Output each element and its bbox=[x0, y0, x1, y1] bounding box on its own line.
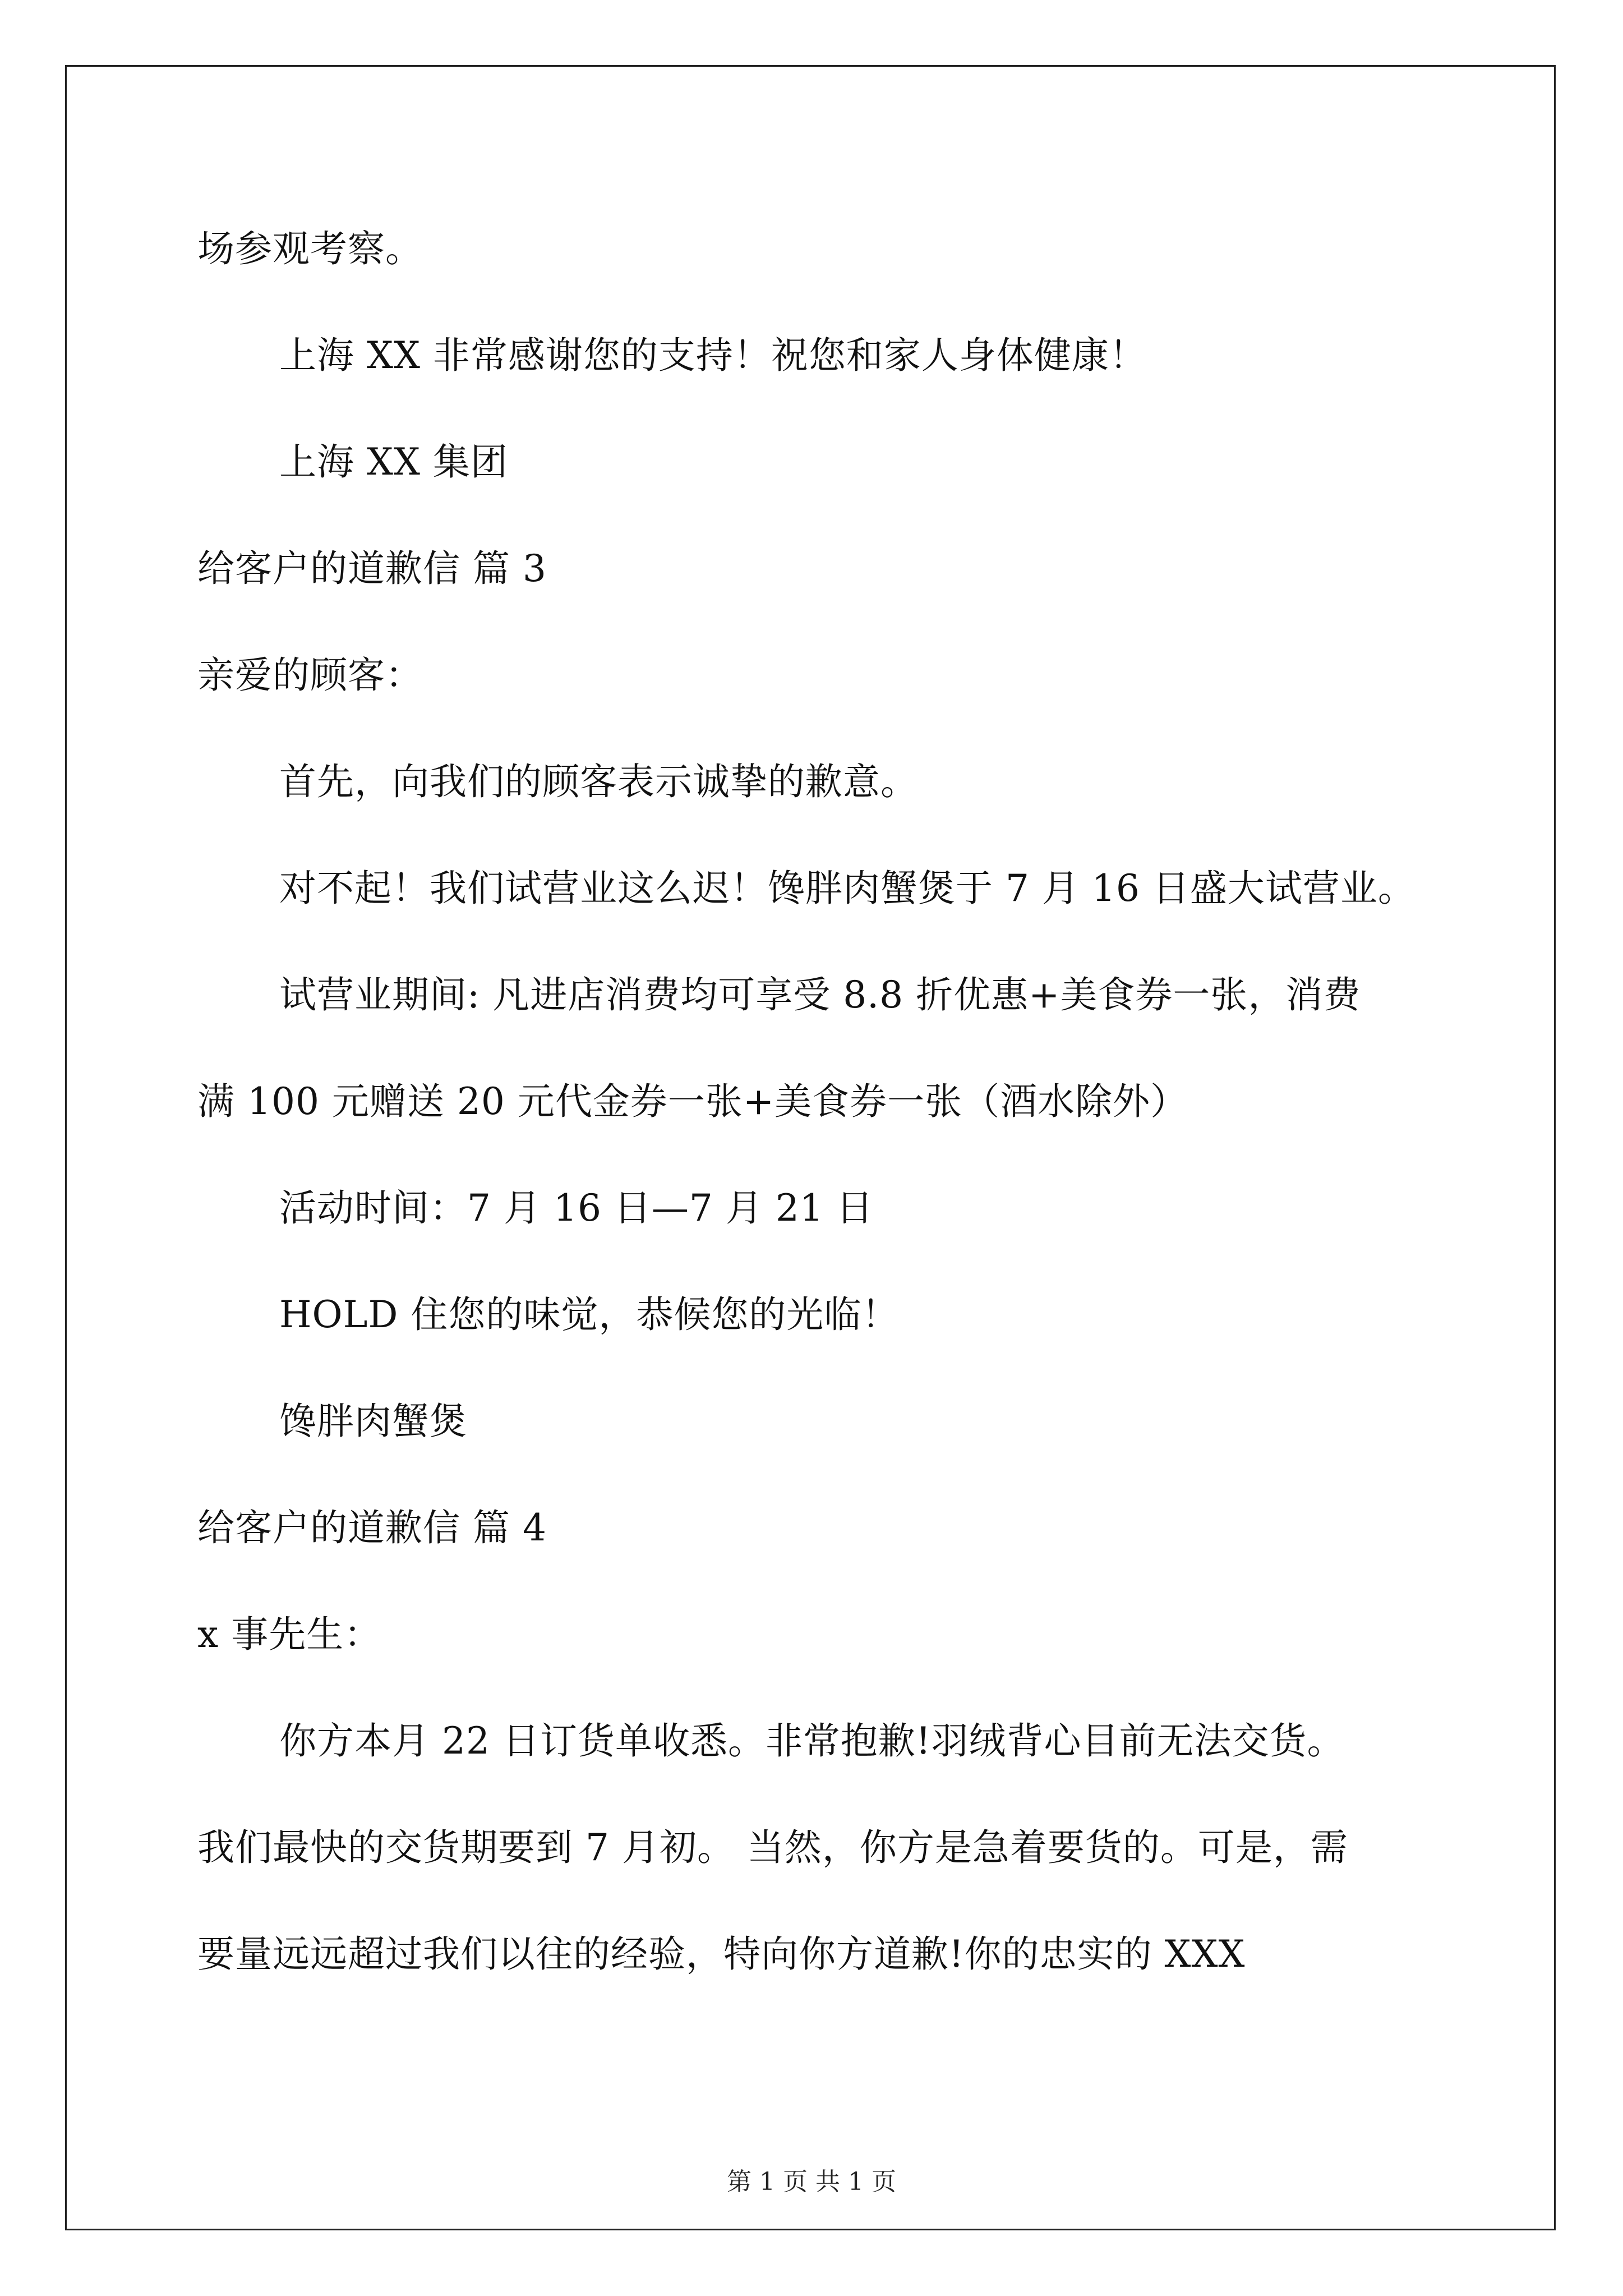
paragraph-line: 对不起！我们试营业这么迟！馋胖肉蟹煲于 7 月 16 日盛大试营业。 bbox=[279, 867, 1415, 910]
section-heading-4: 给客户的道歉信 篇 4 bbox=[197, 1506, 547, 1549]
paragraph-line: 试营业期间: 凡进店消费均可享受 8.8 折优惠+美食券一张，消费 bbox=[279, 973, 1361, 1016]
text-line-signature: 馋胖肉蟹煲 bbox=[279, 1400, 467, 1443]
paragraph-line: 满 100 元赠送 20 元代金券一张+美食券一张（酒水除外） bbox=[197, 1080, 1188, 1123]
paragraph-line: 首先，向我们的顾客表示诚挚的歉意。 bbox=[279, 760, 918, 803]
paragraph-line: 你方本月 22 日订货单收悉。非常抱歉!羽绒背心目前无法交货。 bbox=[279, 1719, 1345, 1763]
paragraph-line: 活动时间：7 月 16 日—7 月 21 日 bbox=[279, 1186, 874, 1230]
paragraph-line: 我们最快的交货期要到 7 月初。 当然，你方是急着要货的。可是，需 bbox=[197, 1826, 1348, 1869]
salutation: x 事先生： bbox=[197, 1613, 382, 1656]
page-number-footer: 第 1 页 共 1 页 bbox=[727, 2168, 896, 2196]
paragraph-line: HOLD 住您的味觉，恭候您的光临！ bbox=[279, 1293, 900, 1336]
text-line-thanks: 上海 XX 非常感谢您的支持！祝您和家人身体健康！ bbox=[279, 334, 1147, 377]
paragraph-line: 要量远远超过我们以往的经验，特向你方道歉!你的忠实的 XXX bbox=[197, 1932, 1246, 1976]
salutation: 亲爱的顾客： bbox=[197, 654, 423, 697]
text-line-continuation: 场参观考察。 bbox=[197, 227, 423, 270]
page-frame bbox=[65, 65, 1556, 2230]
section-heading-3: 给客户的道歉信 篇 3 bbox=[197, 547, 547, 590]
text-line-signature: 上海 XX 集团 bbox=[279, 440, 508, 484]
